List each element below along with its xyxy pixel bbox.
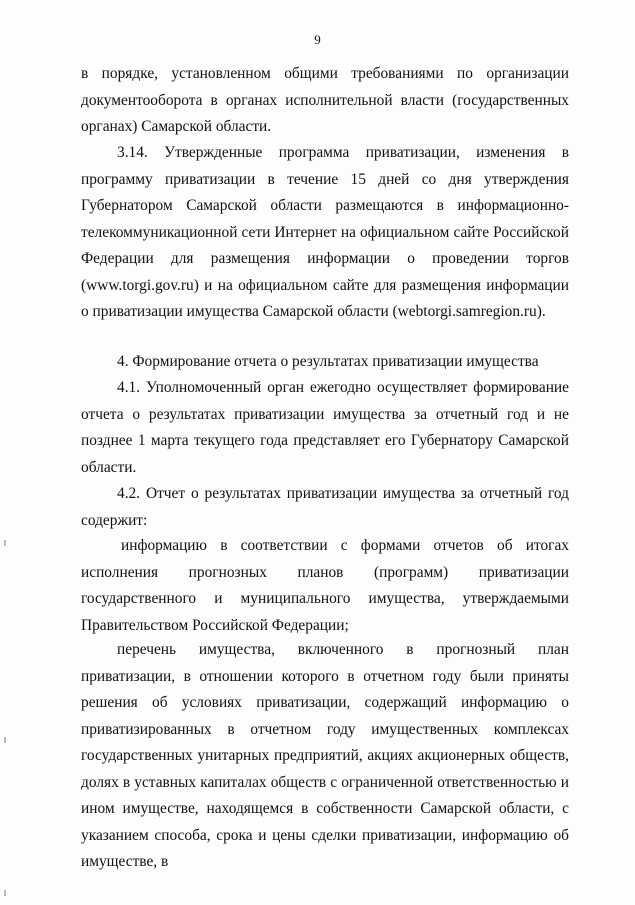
list-item-forms-information: информацию в соответствии с формами отчетов об итогах исполнения прогнозных планов (программ) приватизации государственного и муниципального имущества, утверждаемыми Правительством Российской Федерации;: [81, 537, 569, 634]
paragraph-3-14: 3.14. Утвержденные программа приватизации, изменения в программу приватизации в течение 15 дней со дня утверждения Губернатором Самарской области размещаются в информационно-телекоммуникационной сети Интернет на официальном сайте Российской Федерации для размещения информации о проведении торгов (www.torgi.gov.ru) и на официальном сайте для размещения информации о приватизации имущества Самарской области (webtorgi.samregion.ru).: [81, 144, 569, 320]
paragraph-4-1: 4.1. Уполномоченный орган ежегодно осуществляет формирование отчета о результатах приватизации имущества за отчетный год и не позднее 1 марта текущего года представляет его Губернатору Самарской области.: [81, 379, 569, 476]
scan-edge-mark: [4, 890, 6, 896]
paragraph-4-2: 4.2. Отчет о результатах приватизации имущества за отчетный год содержит:: [81, 485, 569, 529]
page-number: 9: [314, 32, 321, 47]
scan-edge-mark: [4, 737, 6, 743]
list-item-property-list: перечень имущества, включенного в прогнозный план приватизации, в отношении которого в отчетном году были приняты решения об условиях приватизации, содержащий информацию о приватизированных в отчетном году имущественных комплексах государственных унитарных предприятий, акциях акционерных обществ, долях в уставных капиталах обществ с ограниченной ответственностью и ином имуществе, находящемся в собственности Самарской области, с указанием способа, срока и цены сделки приватизации, информацию об имуществе, в: [81, 641, 569, 870]
paragraph-continuation: в порядке, установленном общими требованиями по организации документооборота в органах исполнительной власти (государственных органах) Самарской области.: [81, 65, 569, 135]
scan-edge-mark: [4, 540, 6, 546]
section-heading-4: 4. Формирование отчета о результатах приватизации имущества: [117, 353, 539, 370]
